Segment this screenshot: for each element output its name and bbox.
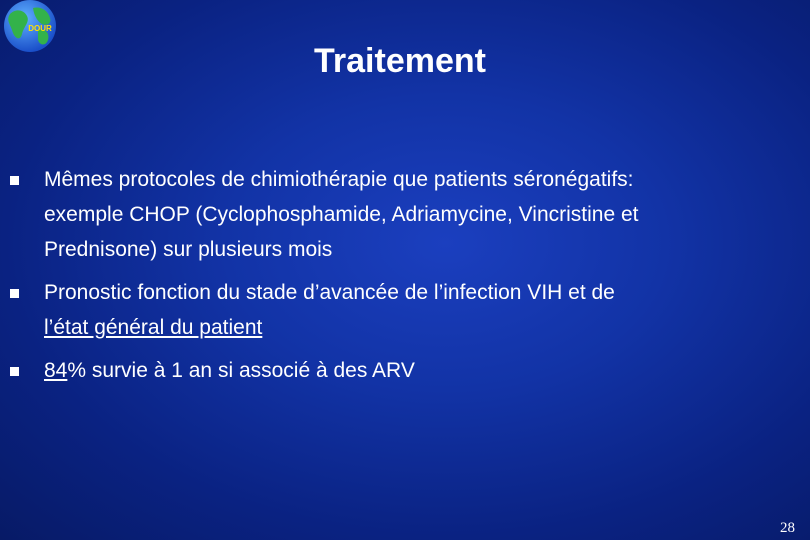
- bullet-list: [8, 162, 748, 388]
- survival-text: % survie à 1 an si associé à des ARV: [67, 359, 415, 382]
- bullet-line: Mêmes protocoles de chimiothérapie que patients séronégatifs:: [44, 168, 634, 191]
- bullet-line: [44, 353, 748, 388]
- square-bullet-icon: [10, 289, 19, 298]
- slide-title: Traitement: [314, 42, 486, 80]
- logo-text: DOUR: [28, 24, 52, 33]
- bullet-line: exemple CHOP (Cyclophosphamide, Adriamycine, Vincristine et: [44, 203, 639, 226]
- bullet-line: l’état général du patient: [44, 316, 263, 339]
- page-number: 28: [780, 520, 795, 536]
- bullet-line: Prednisone) sur plusieurs mois: [44, 238, 333, 261]
- bullet-item: [8, 353, 748, 388]
- bullet-line: Pronostic fonction du stade d’avancée de l’infection VIH et de: [44, 281, 615, 304]
- square-bullet-icon: [10, 176, 19, 185]
- survival-percent: 84: [44, 359, 68, 382]
- square-bullet-icon: [10, 367, 19, 376]
- bullet-item: [8, 162, 748, 267]
- bullet-item: [8, 275, 748, 345]
